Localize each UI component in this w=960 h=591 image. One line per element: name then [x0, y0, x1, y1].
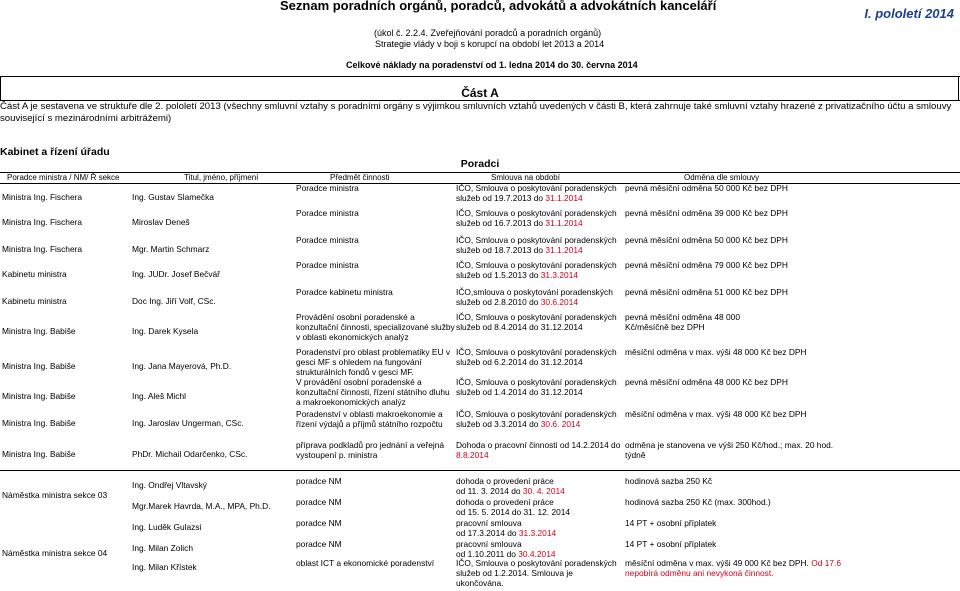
subject-cell: Poradce ministra	[296, 260, 359, 270]
reward-cell: měsíční odměna v max. výši 49 000 Kč bez DPH. Od 17.6	[625, 558, 842, 568]
reward-cell: pevná měsíční odměna 48 000 Kč bez DPH	[625, 377, 788, 387]
name-cell: Ing. Gustav Slamečka	[132, 192, 214, 202]
reward-cell: pevná měsíční odměna 50 000 Kč bez DPH	[625, 235, 788, 245]
unit-cell: Ministra Ing. Babiše	[2, 391, 76, 401]
subject-cell: gesci MF s ohledem na fungování	[296, 357, 422, 367]
column-header: Poradce ministra / NM/ Ř sekce	[7, 173, 120, 182]
subject-cell: příprava podkladů pro jednání a veřejná	[296, 440, 445, 450]
name-cell: Ing. Darek Kysela	[132, 326, 199, 336]
contract-cell: pracovní smlouva	[456, 539, 522, 549]
half-year-label: I. pololetí 2014	[864, 6, 954, 21]
contract-cell: IČO, Smlouva o poskytování poradenských	[456, 347, 617, 357]
name-cell: Ing. Jaroslav Ungerman, CSc.	[132, 418, 244, 428]
subject-cell: Poradenství v oblasti makroekonomie a	[296, 409, 443, 419]
reward-cell: měsíční odměna v max. výši 48 000 Kč bez DPH	[625, 409, 807, 419]
name-cell: Mgr. Martin Schmarz	[132, 244, 210, 254]
contract-cell: služeb od 1.4.2014 do 31.12.2014	[456, 387, 583, 397]
subject-cell: poradce NM	[296, 476, 342, 486]
name-cell: Ing. Aleš Michl	[132, 391, 186, 401]
contract-cell: IČO, Smlouva o poskytování poradenských	[456, 235, 617, 245]
name-cell: Doc Ing. Jiří Volf, CSc.	[132, 296, 216, 306]
contract-cell: IČO, Smlouva o poskytování poradenských	[456, 377, 617, 387]
contract-cell: služeb od 16.7.2013 do 31.1.2014	[456, 218, 583, 228]
page-title: Seznam poradních orgánů, poradců, advokátů a advokátních kanceláří	[280, 0, 717, 13]
subject-cell: řízení výdajů a příjmů státního rozpočtu	[296, 419, 443, 429]
costs-note: Celkové náklady na poradenství od 1. ledna 2014 do 30. června 2014	[346, 60, 638, 70]
contract-cell: od 17.3.2014 do 31.3.2014	[456, 528, 557, 538]
task-note: (úkol č. 2.2.4. Zveřejňování poradců a poradních orgánů)	[374, 28, 602, 38]
name-cell: Miroslav Deneš	[132, 217, 190, 227]
name-cell: Mgr.Marek Havrda, M.A., MPA, Ph.D.	[132, 501, 271, 511]
contract-cell: IČO, Smlouva o poskytování poradenských	[456, 260, 617, 270]
unit-cell: Náměstka ministra sekce 03	[2, 490, 108, 500]
contract-cell: IČO, Smlouva o poskytování poradenských	[456, 208, 617, 218]
contract-cell: IČO, Smlouva o poskytování poradenských	[456, 409, 617, 419]
contract-cell: služeb od 19.7.2013 do 31.1.2014	[456, 193, 583, 203]
reward-cell: nepobírá odměnu ani nevykoná činnost.	[625, 568, 774, 578]
section-title: Kabinet a řízení úřadu	[0, 146, 110, 158]
contract-cell: služeb od 6.2.2014 do 31.12.2014	[456, 357, 583, 367]
unit-cell: Náměstka ministra sekce 04	[2, 548, 108, 558]
unit-cell: Ministra Ing. Fischera	[2, 217, 83, 227]
subject-cell: oblast ICT a ekonomické poradenství	[296, 558, 435, 568]
subject-cell: Poradce kabinetu ministra	[296, 287, 393, 297]
unit-cell: Ministra Ing. Babiše	[2, 326, 76, 336]
subject-cell: konzultační činnosti, řízení státního dluhu	[296, 387, 450, 397]
contract-cell: služeb od 1.2.2014. Smlouva je	[456, 568, 573, 578]
unit-cell: Ministra Ing. Fischera	[2, 192, 83, 202]
subject-cell: V provádění osobní poradenské a	[296, 377, 422, 387]
contract-cell: IČO,smlouva o poskytování poradenských	[456, 287, 613, 297]
part-title: Část A	[461, 86, 499, 100]
name-cell: Ing. Luděk Gulazsi	[132, 522, 202, 532]
name-cell: PhDr. Michail Odarčenko, CSc.	[132, 449, 248, 459]
subject-cell: a makroekonomických analýz	[296, 397, 406, 407]
contract-cell: IČO, Smlouva o poskytování poradenských	[456, 183, 617, 193]
reward-cell: měsíční odměna v max. výši 48 000 Kč bez DPH	[625, 347, 807, 357]
reward-cell: hodinová sazba 250 Kč (max. 300hod.)	[625, 497, 771, 507]
column-header: Předmět činnosti	[330, 173, 390, 182]
unit-cell: Kabinetu ministra	[2, 296, 67, 306]
strategy-note: Strategie vlády v boji s korupcí na období let 2013 a 2014	[375, 39, 605, 49]
reward-cell: hodinová sazba 250 Kč	[625, 476, 713, 486]
contract-cell: od 11. 3. 2014 do 30. 4. 2014	[456, 486, 565, 496]
contract-cell: ukončována.	[456, 578, 504, 588]
reward-cell: týdně	[625, 450, 646, 460]
contract-cell: od 1.10.2011 do 30.4.2014	[456, 549, 556, 559]
contract-cell: pracovní smlouva	[456, 518, 522, 528]
reward-cell: pevná měsíční odměna 79 000 Kč bez DPH	[625, 260, 788, 270]
subject-cell: vystoupení p. ministra	[296, 450, 378, 460]
unit-cell: Ministra Ing. Babiše	[2, 449, 76, 459]
unit-cell: Ministra Ing. Fischera	[2, 244, 83, 254]
reward-cell: pevná měsíční odměna 50 000 Kč bez DPH	[625, 183, 788, 193]
subject-cell: Poradce ministra	[296, 208, 359, 218]
contract-cell: Dohoda o pracovní činnosti od 14.2.2014 do	[456, 440, 621, 450]
unit-cell: Kabinetu ministra	[2, 269, 67, 279]
reward-cell: pevná měsíční odměna 39 000 Kč bez DPH	[625, 208, 788, 218]
subject-cell: strukturálních fondů v gesci MF.	[296, 367, 414, 377]
name-cell: Ing. Jana Mayerová, Ph.D.	[132, 361, 232, 371]
contract-cell: dohoda o provedení práce	[456, 497, 554, 507]
contract-cell: IČO, Smlouva o poskytování poradenských	[456, 558, 617, 568]
divider	[0, 470, 960, 471]
unit-cell: Ministra Ing. Babiše	[2, 361, 76, 371]
subject-cell: poradce NM	[296, 518, 342, 528]
name-cell: Ing. Milan Křístek	[132, 562, 197, 572]
table-caption: Poradci	[460, 158, 500, 170]
contract-cell: služeb od 8.4.2014 do 31.12.2014	[456, 322, 583, 332]
part-intro: Část A je sestavena ve struktuře dle 2. pololetí 2013 (všechny smluvní vztahy s poradními orgány s výjimkou smluvních vztahů uvedených v části B, která zahrnuje také smluvní vztahy hrazené z privatizačního účtu a smlouvy související s mezinárodními arbitrážemi)	[0, 101, 952, 125]
unit-cell: Ministra Ing. Babiše	[2, 418, 76, 428]
subject-cell: Provádění osobní poradenské a	[296, 312, 415, 322]
contract-cell: 8.8.2014	[456, 450, 489, 460]
subject-cell: Poradce ministra	[296, 183, 359, 193]
subject-cell: konzultační činnosti, specializované služby	[296, 322, 455, 332]
subject-cell: poradce NM	[296, 497, 342, 507]
contract-cell: služeb od 3.3.2014 do 30.6. 2014	[456, 419, 581, 429]
reward-cell: odměna je stanovena ve výši 250 Kč/hod.; max. 20 hod.	[625, 440, 834, 450]
reward-cell: pevná měsíční odměna 51 000 Kč bez DPH	[625, 287, 788, 297]
subject-cell: v oblasti ekonomických analýz	[296, 332, 409, 342]
reward-cell: Kč/měsíčně bez DPH	[625, 322, 705, 332]
contract-cell: dohoda o provedení práce	[456, 476, 554, 486]
subject-cell: Poradenství pro oblast problematiky EU v	[296, 347, 451, 357]
contract-cell: služeb od 1.5.2013 do 31.3.2014	[456, 270, 579, 280]
name-cell: Ing. Milan Zolich	[132, 543, 193, 553]
column-header: Odměna dle smlouvy	[684, 173, 760, 182]
reward-cell: pevná měsíční odměna 48 000	[625, 312, 741, 322]
column-header: Titul, jméno, příjmení	[184, 173, 259, 182]
contract-cell: služeb od 2.8.2010 do 30.6.2014	[456, 297, 579, 307]
reward-cell: 14 PT + osobní příplatek	[625, 518, 717, 528]
column-header: Smlouva na období	[491, 173, 560, 182]
name-cell: Ing. Ondřej Vltavský	[132, 480, 207, 490]
contract-cell: od 15. 5. 2014 do 31. 12. 2014	[456, 507, 571, 517]
subject-cell: Poradce ministra	[296, 235, 359, 245]
reward-cell: 14 PT + osobní příplatek	[625, 539, 717, 549]
contract-cell: služeb od 18.7.2013 do 31.1.2014	[456, 245, 583, 255]
name-cell: Ing. JUDr. Josef Bečvář	[132, 269, 220, 279]
subject-cell: poradce NM	[296, 539, 342, 549]
contract-cell: IČO, Smlouva o poskytování poradenských	[456, 312, 617, 322]
divider	[0, 76, 960, 77]
